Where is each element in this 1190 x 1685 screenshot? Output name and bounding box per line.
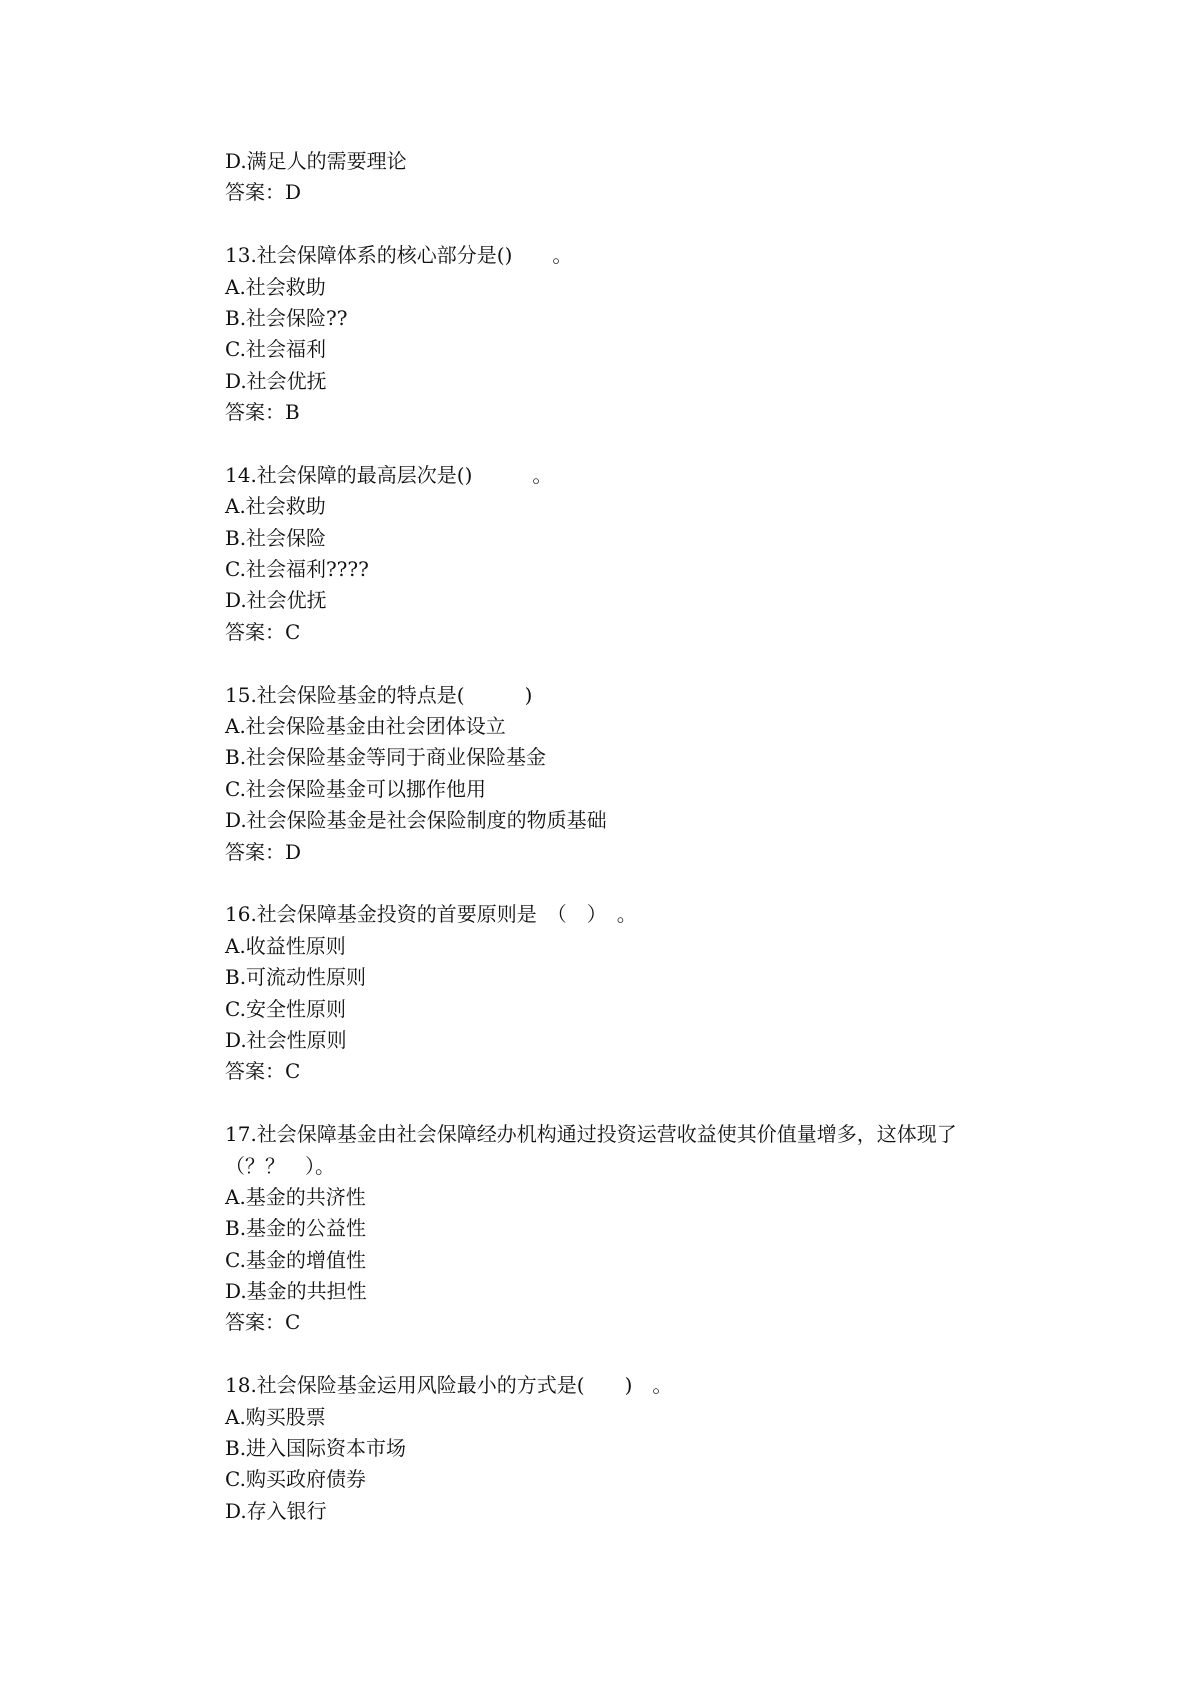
- option-c: C.社会福利: [225, 337, 326, 362]
- question-16: [225, 899, 985, 1087]
- option-c: C.社会福利????: [225, 557, 369, 582]
- question-17: [225, 1119, 985, 1339]
- answer-line: 答案：D: [225, 839, 302, 864]
- spacer: [225, 209, 985, 240]
- option-d: D.基金的共担性: [225, 1279, 367, 1304]
- answer-line: 答案：B: [225, 400, 300, 425]
- answer-line: 答案：D: [225, 180, 302, 205]
- question-stem: 18.社会保险基金运用风险最小的方式是( ) 。: [225, 1373, 673, 1398]
- option-d: D.社会优抚: [225, 368, 327, 393]
- option-b: B.可流动性原则: [225, 965, 367, 990]
- question-stem: 15.社会保险基金的特点是( ): [225, 682, 533, 707]
- option-b: B.社会保险: [225, 525, 327, 550]
- option-d: D.社会性原则: [225, 1027, 347, 1052]
- question-14: [225, 460, 985, 648]
- question-stem: 16.社会保障基金投资的首要原则是 （ ） 。: [225, 902, 637, 927]
- option-d: D.存入银行: [225, 1498, 327, 1523]
- question-stem: 13.社会保障体系的核心部分是() 。: [225, 243, 573, 268]
- spacer: [225, 429, 985, 460]
- answer-line: 答案：C: [225, 1059, 301, 1084]
- option-b: B.社会保险??: [225, 305, 348, 330]
- option-d: D.社会保险基金是社会保险制度的物质基础: [225, 808, 607, 833]
- option-b: B.基金的公益性: [225, 1216, 367, 1241]
- option-d: D.社会优抚: [225, 588, 327, 613]
- option-a: A.社会保险基金由社会团体设立: [225, 714, 506, 739]
- option-c: C.基金的增值性: [225, 1247, 366, 1272]
- document-content: [225, 146, 985, 1527]
- option-a: A.购买股票: [225, 1404, 326, 1429]
- question-15: [225, 680, 985, 868]
- option-d: D.满足人的需要理论: [225, 149, 407, 173]
- option-a: A.社会救助: [225, 274, 326, 299]
- option-a: A.收益性原则: [225, 933, 346, 958]
- previous-question-tail: [225, 146, 985, 209]
- question-stem: 17.社会保障基金由社会保障经办机构通过投资运营收益使其价值量增多，这体现了（？？ ）。: [225, 1122, 957, 1178]
- option-b: B.社会保险基金等同于商业保险基金: [225, 745, 547, 770]
- option-a: A.基金的共济性: [225, 1184, 366, 1209]
- spacer: [225, 868, 985, 899]
- option-a: A.社会救助: [225, 494, 326, 519]
- option-b: B.进入国际资本市场: [225, 1436, 407, 1461]
- option-c: C.社会保险基金可以挪作他用: [225, 776, 486, 801]
- spacer: [225, 1088, 985, 1119]
- answer-line: 答案：C: [225, 619, 301, 644]
- question-13: [225, 240, 985, 428]
- spacer: [225, 1339, 985, 1370]
- option-c: C.安全性原则: [225, 996, 346, 1021]
- spacer: [225, 648, 985, 679]
- answer-line: 答案：C: [225, 1310, 301, 1335]
- question-stem: 14.社会保障的最高层次是() 。: [225, 462, 553, 487]
- question-18: [225, 1370, 985, 1527]
- option-c: C.购买政府债券: [225, 1467, 366, 1492]
